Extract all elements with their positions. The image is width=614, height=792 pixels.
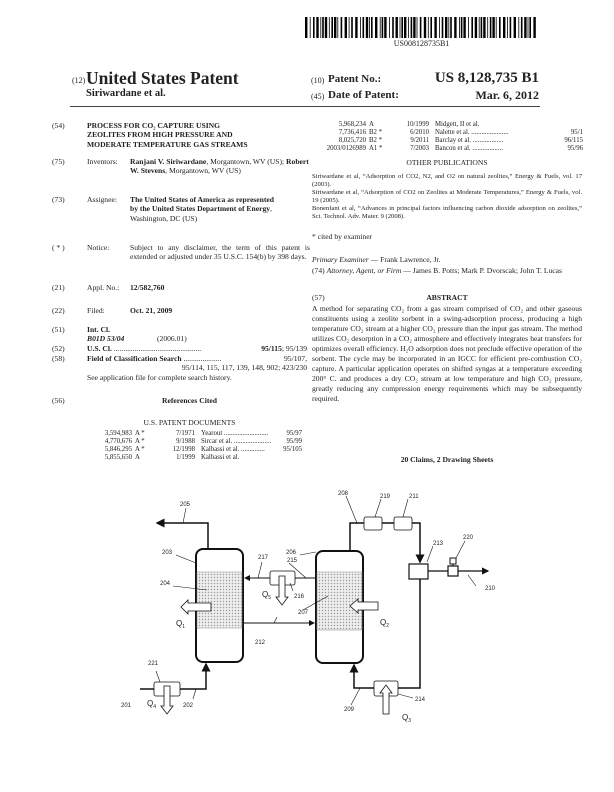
- reference-num: 8,025,720: [338, 137, 366, 144]
- field-label: U.S. Cl.: [87, 344, 112, 353]
- reference-row: [311, 129, 583, 137]
- reference-kind: A: [369, 121, 374, 128]
- barcode-number: US008128735B1: [393, 39, 450, 48]
- search-history-note: See application file for complete search history.: [87, 372, 232, 382]
- attorney-label: Attorney, Agent, or Firm: [326, 266, 402, 275]
- reference-date: 9/2011: [410, 137, 429, 144]
- field-code: (73): [52, 195, 65, 204]
- search-classes: 95/114, 115, 117, 139, 148, 902; 423/230: [181, 363, 307, 373]
- barcode-bar: [384, 17, 386, 38]
- reference-name: Sircar et al.: [201, 438, 233, 445]
- label-212: 212: [255, 640, 266, 646]
- leader-dots: ......................: [469, 129, 509, 136]
- q-subscript: 4: [153, 704, 157, 710]
- barcode-bar: [369, 17, 370, 38]
- barcode-bar: [408, 17, 409, 38]
- application-number: 12/582,760: [130, 283, 165, 292]
- reference-num: 3,594,983: [104, 430, 132, 437]
- barcode-bar: [371, 17, 373, 38]
- label-208: 208: [338, 491, 349, 497]
- barcode-bar: [351, 17, 353, 38]
- label-219: 219: [380, 494, 391, 500]
- label-209: 209: [344, 707, 355, 713]
- reference-kind: A *: [135, 438, 145, 445]
- us-patent-documents-heading: U.S. PATENT DOCUMENTS: [143, 418, 236, 427]
- int-class: B01D 53/04: [87, 334, 125, 343]
- label-202: 202: [183, 703, 194, 709]
- barcode-bar: [450, 17, 452, 38]
- reference-cl: 95/96: [567, 145, 583, 152]
- field-label: Appl. No.:: [87, 283, 120, 292]
- reference-kind: B2 *: [369, 137, 383, 144]
- document-title: United States Patent: [86, 68, 239, 88]
- field-code: (58): [52, 354, 65, 363]
- barcode-bar: [404, 17, 406, 38]
- q-subscript: 3: [408, 718, 412, 724]
- us-class-rest: ; 95/139: [281, 344, 307, 353]
- q-symbol: Q: [262, 590, 269, 599]
- barcode-bar: [392, 17, 394, 38]
- barcode-bar: [463, 17, 465, 38]
- barcode-bar: [468, 17, 469, 38]
- barcode-bar: [528, 17, 529, 38]
- barcode-bar: [439, 17, 440, 38]
- process-diagram: [0, 480, 614, 740]
- invention-title: [87, 121, 248, 149]
- reference-date: 10/1999: [406, 121, 429, 128]
- barcode-bar: [310, 17, 311, 38]
- reference-num: 7,736,416: [338, 129, 366, 136]
- reference-name: [432, 129, 571, 137]
- reference-date: 12/1998: [172, 446, 195, 453]
- inventor-location: , Morgantown, WV (US);: [206, 157, 287, 166]
- reference-kind: A1 *: [369, 145, 383, 152]
- label-203: 203: [162, 550, 173, 556]
- barcode-bar: [345, 17, 347, 38]
- barcode-bar: [496, 17, 497, 38]
- abstract-text: A method for separating CO₂ from a gas stream comprised of CO₂ and other gaseous constituents using a zeolite sorbent in a swing-adsorption process, producing a high temperature CO₂ stream at a higher CO₂ pressure than the input gas stream. The method utilizes CO₂ desorption in a CO₂ atmosphere and effectively integrates heat transfers for optimizes overall efficiency. H₂O adsorption does not preclude effective operation of the sorbent. The cycle may be incorporated in an IGCC for efficient pre-combustion CO₂ capture. A particular application operates on shifted syngas at a temperature exceeding 200° C. and produces a dry CO₂ stream at low temperature and high CO₂ pressure, greatly reducing any compression energy requirements which may be subsequently required.: [312, 304, 582, 403]
- claims-summary: 20 Claims, 2 Drawing Sheets: [400, 455, 494, 464]
- label-201: 201: [121, 703, 132, 709]
- barcode-bar: [413, 17, 415, 38]
- reference-name: [198, 438, 287, 446]
- pipe-202: [180, 664, 206, 689]
- barcode-bar: [471, 17, 473, 38]
- unit-211: [394, 517, 412, 530]
- unit-219: [364, 517, 382, 530]
- reference-name: [432, 137, 564, 145]
- notice-field: [52, 243, 310, 273]
- field-of-search: [52, 354, 307, 384]
- label-220: 220: [463, 535, 474, 541]
- field-code: (51): [52, 325, 65, 334]
- barcode-bar: [479, 17, 480, 38]
- filed-date: Oct. 21, 2009: [130, 306, 173, 315]
- barcode-bar: [322, 17, 324, 38]
- barcode: [305, 17, 538, 38]
- reference-kind: A *: [135, 430, 145, 437]
- us-class-main: 95/115: [261, 344, 282, 353]
- publication: Siriwardane et al, “Adsorption of CO2, N2, and O2 on natural zeolites,” Energy & Fuels, vol. 17 (2003).: [312, 173, 582, 188]
- field-code: (52): [52, 344, 65, 353]
- label-211: 211: [409, 494, 419, 500]
- barcode-bar: [518, 17, 519, 38]
- reference-name: Midgett, II et al.: [435, 121, 480, 128]
- barcode-bar: [445, 17, 447, 38]
- q-subscript: 1: [182, 624, 186, 630]
- barcode-bar: [316, 17, 318, 38]
- barcode-bar: [524, 17, 526, 38]
- barcode-bar: [382, 17, 384, 38]
- notice-text: Subject to any disclaimer, the term of this patent is extended or adjusted under 35 U.S.C. 154(b) by 398 days.: [130, 243, 310, 262]
- inventors-value: [130, 157, 310, 176]
- reference-kind: A *: [135, 446, 145, 453]
- field-code: (56): [52, 396, 65, 405]
- reference-name: [432, 145, 568, 153]
- patent-no-label: Patent No.:: [328, 73, 382, 85]
- reference-name: Kalbassi et al.: [201, 446, 240, 453]
- reference-date: 1/1999: [176, 454, 195, 461]
- barcode-bar: [360, 17, 361, 38]
- barcode-bar: [366, 17, 368, 38]
- barcode-bar: [487, 17, 488, 38]
- reference-row: [92, 438, 302, 446]
- barcode-bar: [434, 17, 436, 38]
- barcode-bar: [380, 17, 381, 38]
- reference-num: 5,968,234: [338, 121, 366, 128]
- barcode-bar: [521, 17, 523, 38]
- field-code: ( * ): [52, 243, 65, 252]
- label-q4: [147, 699, 156, 710]
- valve-220: [448, 566, 458, 576]
- field-label: Inventors:: [87, 157, 118, 166]
- barcode-bar: [355, 17, 357, 38]
- label-206: 206: [286, 550, 297, 556]
- barcode-bar: [454, 17, 456, 38]
- q-symbol: Q: [147, 699, 154, 708]
- label-q2: [380, 618, 389, 629]
- barcode-bar: [461, 17, 463, 38]
- field-code: (74): [312, 266, 325, 275]
- leader-dots: ....................: [181, 354, 222, 363]
- barcode-bar: [514, 17, 516, 38]
- leader-dots: ..................: [471, 137, 504, 144]
- barcode-bar: [428, 17, 429, 38]
- label-205: 205: [180, 502, 191, 508]
- reference-date: 9/1988: [176, 438, 195, 445]
- examiner-label: Primary Examiner: [312, 255, 369, 264]
- pipe-205: [157, 523, 208, 549]
- sorbent-bed-204: [197, 572, 242, 628]
- other-publications-heading: OTHER PUBLICATIONS: [406, 158, 488, 167]
- examiner-name: — Frank Lawrence, Jr.: [368, 255, 441, 264]
- label-q5: [262, 590, 271, 601]
- leader-dots: ......................: [232, 438, 272, 445]
- title-line: ZEOLITES FROM HIGH PRESSURE AND: [87, 130, 233, 140]
- assignee-location: , Washington, DC (US): [130, 204, 272, 223]
- search-classes: 95/107,: [284, 354, 307, 363]
- q-symbol: Q: [380, 618, 387, 627]
- reference-row: [92, 430, 302, 438]
- barcode-bar: [430, 17, 432, 38]
- barcode-bar: [533, 17, 535, 38]
- field-code: (75): [52, 157, 65, 166]
- leader-dots: ..................: [470, 145, 503, 152]
- reference-kind: B2 *: [369, 129, 383, 136]
- label-q1: [176, 619, 185, 630]
- barcode-bar: [499, 17, 501, 38]
- barcode-bar: [334, 17, 336, 38]
- attorney-names: — James B. Potts; Mark P. Dvorscak; John T. Lucas: [401, 266, 562, 275]
- leader-dots: ..........................: [222, 430, 269, 437]
- label-215: 215: [287, 558, 298, 564]
- inventor-name: Ranjani V. Siriwardane: [130, 157, 207, 166]
- reference-num: 5,855,650: [104, 454, 132, 461]
- field-code: (57): [312, 293, 325, 302]
- leader-dots: ..............................................: [111, 344, 202, 353]
- barcode-bar: [483, 17, 485, 38]
- field-label: Notice:: [87, 243, 110, 252]
- us-class-value: [259, 344, 307, 353]
- field-label: Field of Classification Search: [87, 354, 182, 363]
- field-label: Filed:: [87, 306, 105, 315]
- label-204: 204: [160, 581, 171, 587]
- assignee-name: The United States of America as represented by the United States Department of Energy: [130, 195, 274, 214]
- other-publications: [312, 173, 582, 221]
- leader-dots: ..............: [239, 446, 265, 453]
- reference-kind: A: [135, 454, 140, 461]
- barcode-bar: [337, 17, 338, 38]
- kind-code: (12): [72, 76, 86, 85]
- label-221: 221: [148, 661, 159, 667]
- left-references-list: [92, 430, 302, 462]
- label-216: 216: [294, 594, 305, 600]
- pipe-209: [354, 665, 374, 688]
- int-cl-field: [52, 325, 307, 345]
- field-code: (21): [52, 283, 65, 292]
- reference-row: [311, 137, 583, 145]
- barcode-bar: [375, 17, 377, 38]
- barcode-bar: [305, 17, 307, 38]
- label-210: 210: [485, 586, 496, 592]
- patent-no-code: (10): [311, 76, 325, 85]
- label-214: 214: [415, 697, 426, 703]
- abstract-heading: ABSTRACT: [426, 293, 468, 302]
- reference-cl: 95/1: [570, 129, 583, 136]
- assignee-value: [130, 195, 280, 223]
- reference-name: Kalbassi et al.: [201, 454, 240, 461]
- reference-num: 5,846,295: [104, 446, 132, 453]
- reference-name: [198, 430, 287, 438]
- barcode-bar: [349, 17, 350, 38]
- reference-row: [311, 145, 583, 153]
- title-line: PROCESS FOR CO₂ CAPTURE USING: [87, 121, 221, 130]
- reference-row: [92, 454, 302, 462]
- reference-row: [311, 121, 583, 129]
- title-line: MODERATE TEMPERATURE GAS STREAMS: [87, 139, 248, 149]
- reference-cl: 95/99: [286, 438, 302, 445]
- label-217: 217: [258, 555, 269, 561]
- inventor-location: , Morgantown, WV (US): [165, 166, 241, 176]
- date-code: (45): [311, 92, 325, 101]
- reference-row: [92, 446, 302, 454]
- label-207: 207: [298, 610, 309, 616]
- reference-name: Bancon et al.: [435, 145, 471, 152]
- reference-num: 2003/0126989: [326, 145, 366, 152]
- label-213: 213: [433, 541, 444, 547]
- label-q3: [402, 713, 411, 724]
- reference-name: Nalette et al.: [435, 129, 470, 136]
- field-code: (22): [52, 306, 65, 315]
- reference-name: [432, 121, 583, 129]
- reference-date: 6/2010: [410, 129, 429, 136]
- reference-name: Yearout: [201, 430, 223, 437]
- barcode-bar: [411, 17, 413, 38]
- q-subscript: 2: [386, 623, 390, 629]
- barcode-bar: [529, 17, 531, 38]
- q-symbol: Q: [402, 713, 409, 722]
- reference-cl: 95/105: [283, 446, 302, 453]
- barcode-bar: [401, 17, 403, 38]
- barcode-bar: [313, 17, 315, 38]
- primary-examiner: [312, 255, 582, 265]
- publication: Siriwardane et al, “Adsorption of CO2 on Zeolites at Moderate Temperatures,” Energy & Fuels, vol. 19 (2005).: [312, 189, 582, 204]
- barcode-bar: [363, 17, 365, 38]
- field-code: (54): [52, 121, 65, 130]
- field-label: Int. Cl.: [87, 325, 110, 334]
- reference-cl: 95/97: [286, 430, 302, 437]
- barcode-bar: [325, 17, 327, 38]
- barcode-bar: [503, 17, 505, 38]
- barcode-bar: [320, 17, 321, 38]
- pipe-208: [412, 523, 420, 562]
- barcode-bar: [341, 17, 343, 38]
- reference-name: Barclay et al.: [435, 137, 472, 144]
- assignee-field: [52, 195, 307, 235]
- inventor-name: Robert W. Stevens: [130, 157, 309, 176]
- barcode-bar: [459, 17, 460, 38]
- header-divider: [70, 106, 540, 107]
- barcode-bar: [481, 17, 483, 38]
- publication: Bonenfant et al, “Advances in principal factors influencing carbon dioxide adsorption on zeolites,” Sci. Technol. Adv. Mater. 9 (2008).: [312, 205, 582, 220]
- title-field: [52, 121, 307, 151]
- barcode-bar: [420, 17, 422, 38]
- reference-cl: 96/115: [564, 137, 583, 144]
- separator-213: [409, 564, 428, 579]
- barcode-bar: [400, 17, 401, 38]
- references-heading: References Cited: [162, 396, 217, 405]
- barcode-bar: [396, 17, 398, 38]
- barcode-bar: [510, 17, 512, 38]
- field-label: Assignee:: [87, 195, 117, 204]
- right-references-list: [311, 121, 583, 153]
- inventors-field: [52, 157, 307, 187]
- q-subscript: 5: [268, 595, 272, 601]
- patent-date: Mar. 6, 2012: [475, 88, 539, 102]
- inventor-short: Siriwardane et al.: [86, 88, 166, 99]
- barcode-bar: [417, 17, 418, 38]
- barcode-bar: [329, 17, 330, 38]
- reference-num: 4,770,676: [104, 438, 132, 445]
- reference-name: [198, 446, 283, 454]
- cited-by-examiner-note: * cited by examiner: [312, 232, 373, 241]
- barcode-bar: [490, 17, 492, 38]
- q-symbol: Q: [176, 619, 183, 628]
- date-label: Date of Patent:: [328, 89, 399, 101]
- reference-name: [198, 454, 302, 462]
- barcode-bar: [331, 17, 333, 38]
- attorney: [312, 266, 582, 276]
- int-class-version: (2006.01): [157, 334, 187, 343]
- barcode-bar: [475, 17, 477, 38]
- patent-number: US 8,128,735 B1: [434, 70, 539, 86]
- barcode-bar: [507, 17, 508, 38]
- barcode-bar: [389, 17, 390, 38]
- search-label: [87, 354, 307, 363]
- barcode-bar: [442, 17, 444, 38]
- reference-date: 7/1971: [176, 430, 195, 437]
- barcode-bar: [448, 17, 449, 38]
- barcode-bar: [492, 17, 494, 38]
- reference-date: 7/2003: [410, 145, 429, 152]
- barcode-bar: [424, 17, 426, 38]
